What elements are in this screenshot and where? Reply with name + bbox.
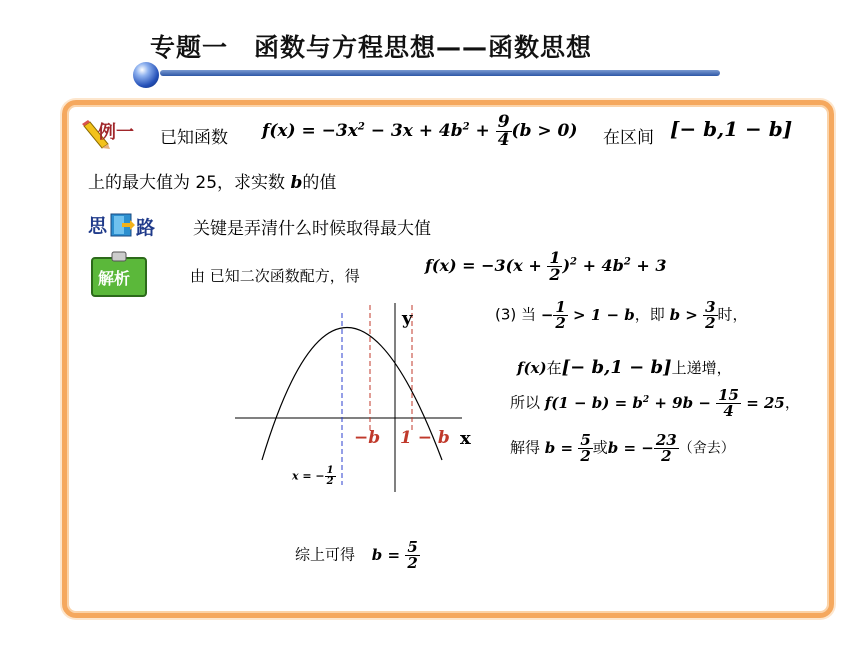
example-prefix: 已知函数 bbox=[160, 128, 228, 148]
title-underline bbox=[160, 70, 720, 76]
case3-line: (3) 当 − $\frac{1}{2}$ > 1 − b，即 b > $\frac{3}{2}$ 时， bbox=[495, 298, 748, 332]
solution-intro: 由 已知二次函数配方，得 bbox=[190, 267, 360, 285]
parabola-graph bbox=[230, 295, 480, 500]
idea-badge bbox=[88, 210, 160, 240]
svg-text:解析: 解析 bbox=[98, 269, 131, 288]
conclusion-line: 综上可得 b = $\frac{5}{2}$ bbox=[295, 538, 418, 572]
idea-text: 关键是弄清什么时候取得最大值 bbox=[193, 219, 431, 239]
interval: [− b,1 − b] bbox=[670, 117, 793, 141]
monotonic-line: f(x)在[− b,1 − b]上递增， bbox=[517, 357, 732, 378]
svg-text:路: 路 bbox=[136, 217, 156, 239]
solution-badge bbox=[90, 250, 150, 298]
equation-line: 所以 $f(1 - b) = b^2 + 9b$ − $\frac{15}{4}$ = 25， bbox=[510, 386, 800, 420]
example-badge bbox=[80, 116, 150, 150]
svg-text:思: 思 bbox=[88, 215, 108, 237]
x-label: x bbox=[460, 428, 471, 449]
y-label: y bbox=[402, 308, 413, 329]
door-icon bbox=[111, 214, 135, 236]
orb-icon bbox=[133, 62, 159, 88]
example-question: 上的最大值为 25，求实数 b的值 bbox=[88, 173, 337, 193]
one-minus-b-label: 1 − b bbox=[400, 428, 450, 448]
solve-line: 解得 b = $\frac{5}{2}$ 或b = − $\frac{23}{2}$ （舍去） bbox=[510, 431, 735, 465]
symmetry-label: x = − $\frac{1}{2}$ bbox=[292, 465, 334, 487]
example-badge-label: 例一 bbox=[98, 122, 134, 143]
page-title: 专题一 函数与方程思想——函数思想 bbox=[150, 33, 593, 62]
function-formula: $f(x) = -3x^2 - 3x + 4b^2$ + $\frac{9}{4}$ (b > 0) bbox=[262, 112, 578, 150]
completed-square: f(x) = −3(x + $\frac{1}{2}$ )$^2 + 4b^2 + 3$ bbox=[425, 248, 667, 284]
neg-b-label: −b bbox=[354, 428, 381, 448]
interval-word: 在区间 bbox=[603, 128, 654, 148]
